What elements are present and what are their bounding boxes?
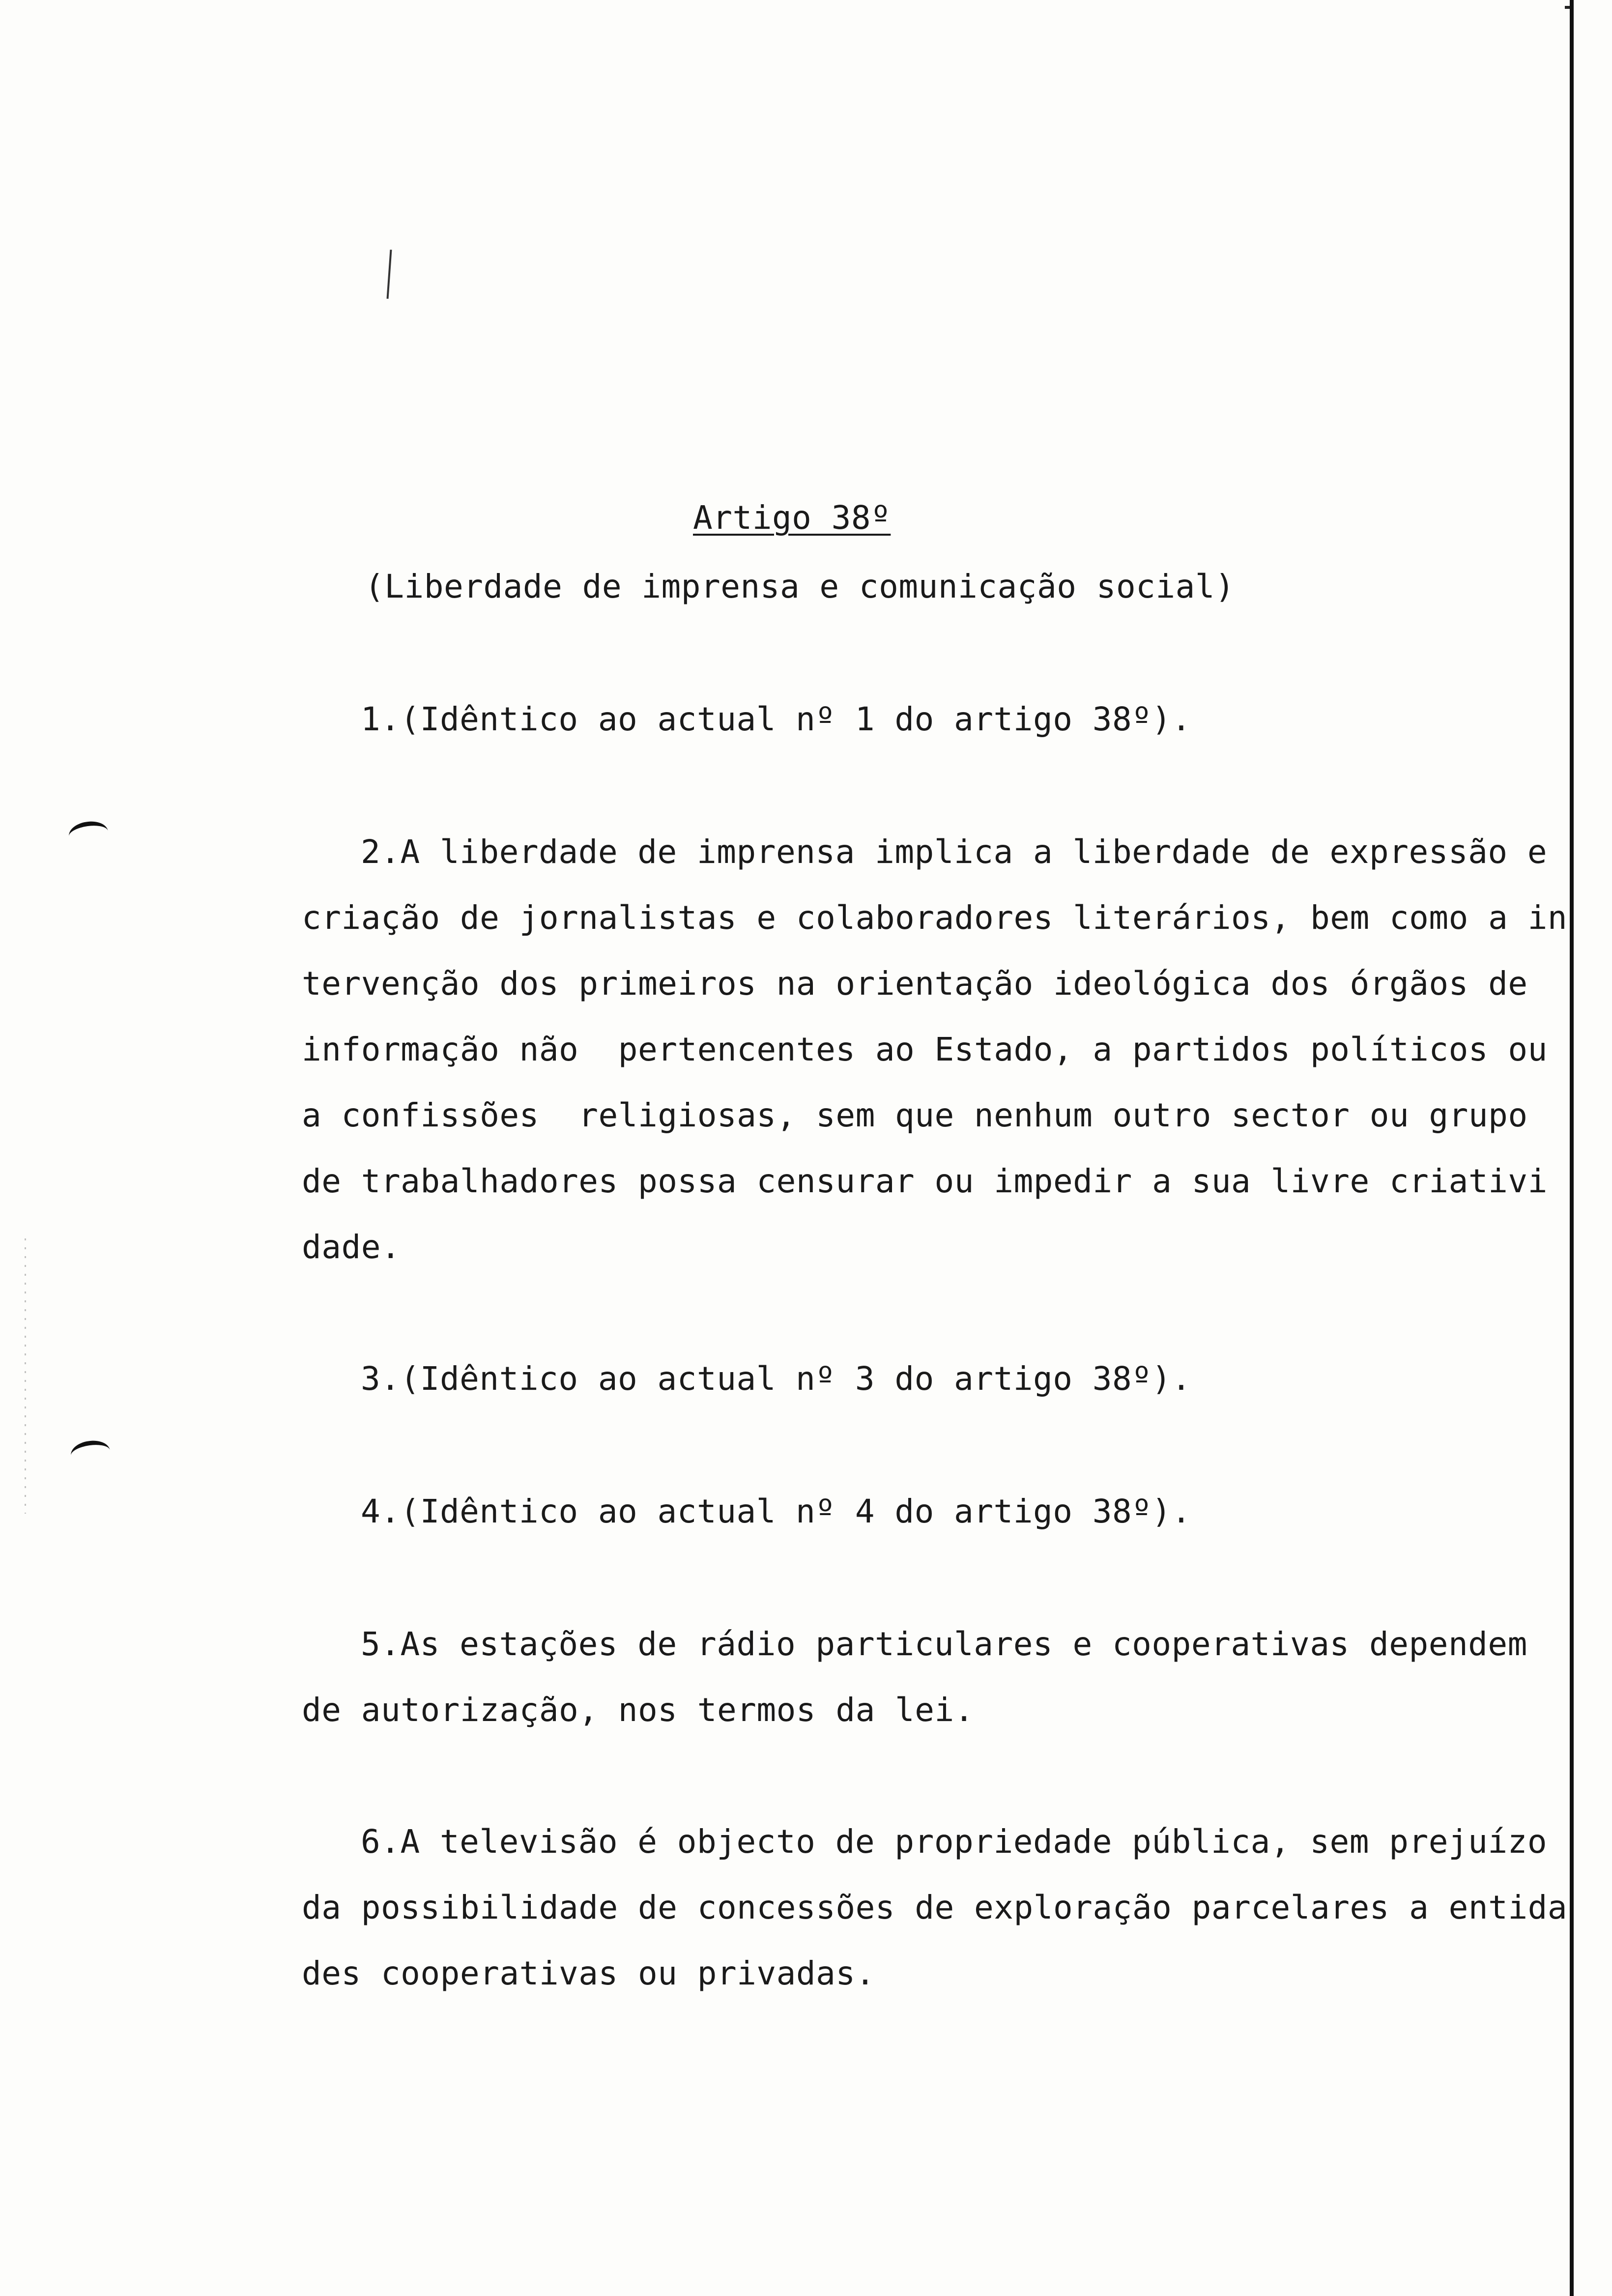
article-subtitle: (Liberdade de imprensa e comunicação social) xyxy=(365,568,1235,605)
margin-dots xyxy=(25,1238,26,1514)
paragraph-6-line-3: des cooperativas ou privadas. xyxy=(302,1954,875,1992)
paragraph-6-line-1: 6.A televisão é objecto de propriedade pública, sem prejuízo xyxy=(361,1823,1548,1861)
paragraph-2-line-5: a confissões religiosas, sem que nenhum outro sector ou grupo xyxy=(302,1096,1528,1134)
paragraph-5-line-2: de autorização, nos termos da lei. xyxy=(302,1691,975,1729)
pencil-mark xyxy=(387,250,392,299)
paragraph-2-line-4: informação não pertencentes ao Estado, a partidos políticos ou xyxy=(302,1031,1548,1068)
paragraph-2-line-6: de trabalhadores possa censurar ou impedir a sua livre criativi xyxy=(302,1162,1548,1200)
paragraph-6-line-2: da possibilidade de concessões de exploração parcelares a entida xyxy=(302,1889,1568,1926)
binder-hole-mark xyxy=(67,819,110,849)
paragraph-2-line-3: tervenção dos primeiros na orientação ideológica dos órgãos de xyxy=(302,965,1528,1003)
paragraph-5-line-1: 5.As estações de rádio particulares e cooperativas dependem xyxy=(361,1625,1527,1663)
paragraph-2-line-2: criação de jornalistas e colaboradores literários, bem como a in xyxy=(302,899,1568,937)
paragraph-2-line-7: dade. xyxy=(302,1228,401,1266)
paragraph-2-line-1: 2.A liberdade de imprensa implica a liberdade de expressão e xyxy=(361,833,1548,871)
paragraph-4-line-1: 4.(Idêntico ao actual nº 4 do artigo 38º). xyxy=(361,1492,1191,1530)
binder-hole-mark xyxy=(69,1438,112,1468)
article-title: Artigo 38º xyxy=(693,499,891,537)
paragraph-1-line-1: 1.(Idêntico ao actual nº 1 do artigo 38º). xyxy=(361,700,1191,738)
paragraph-3-line-1: 3.(Idêntico ao actual nº 3 do artigo 38º). xyxy=(361,1360,1191,1398)
page-edge-tick xyxy=(1565,6,1570,9)
page-edge-border xyxy=(1570,0,1574,2296)
